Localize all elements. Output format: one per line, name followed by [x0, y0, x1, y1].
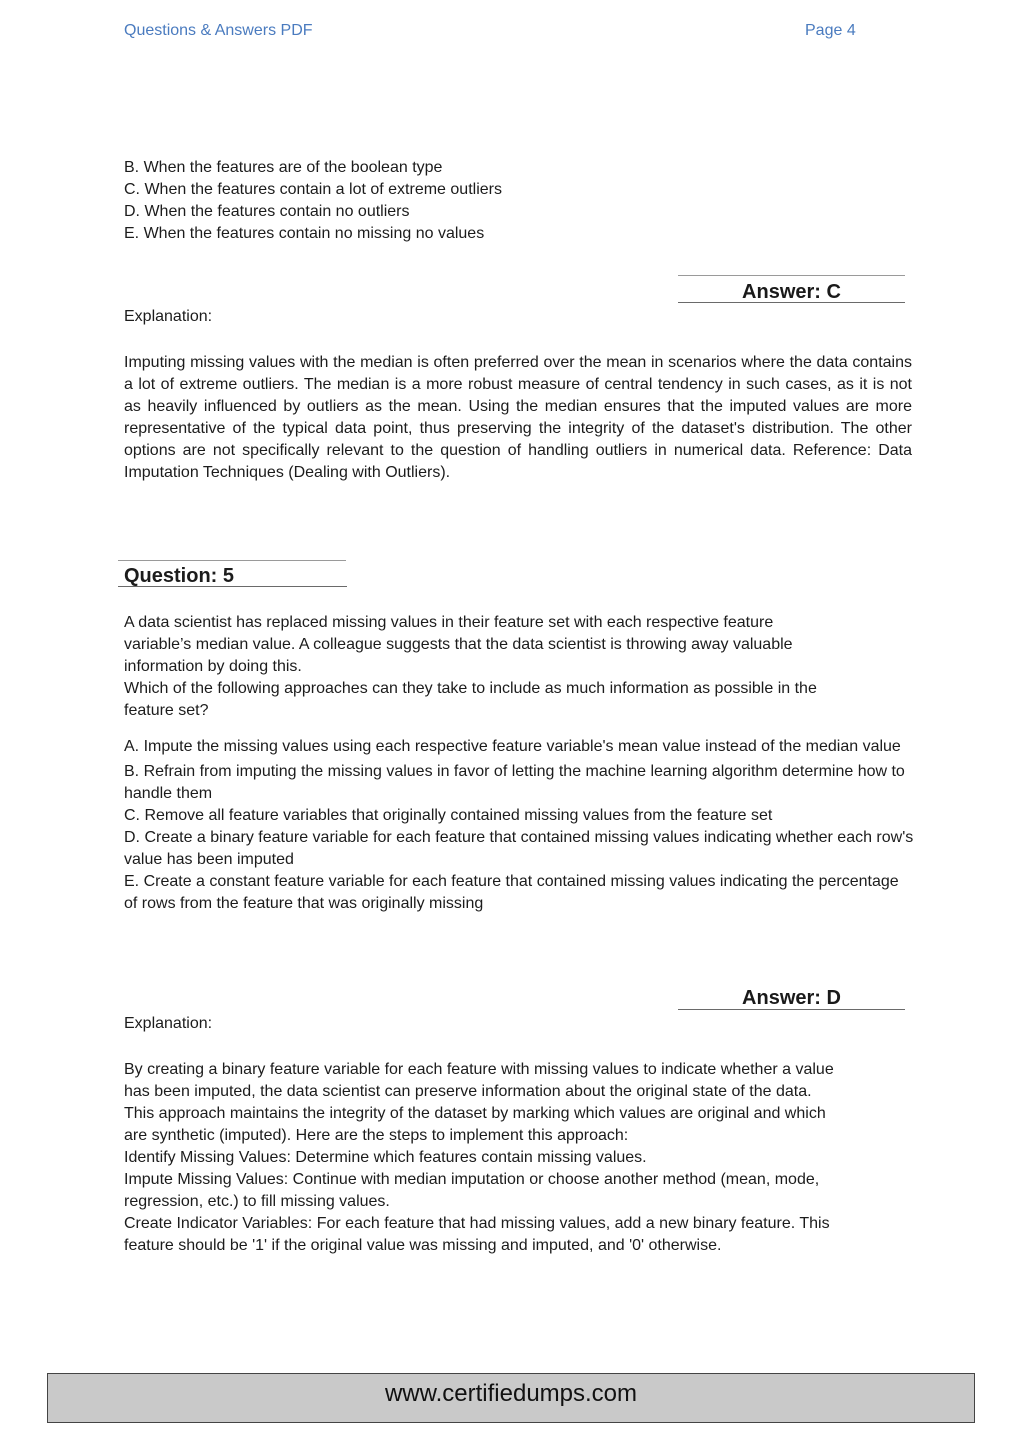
explanation-step: regression, etc.) to fill missing values. [124, 1193, 390, 1210]
footer-url[interactable]: www.certifiedumps.com [384, 1380, 638, 1407]
option-b: B. When the features are of the boolean type [124, 159, 443, 176]
question-options [124, 733, 914, 915]
header-title: Questions & Answers PDF [124, 22, 313, 39]
option-d: D. Create a binary feature variable for each feature that contained missing values indicating whether each row's value has been imputed [124, 829, 914, 868]
explanation-line: By creating a binary feature variable for each feature with missing values to indicate whether a value [124, 1061, 834, 1078]
explanation-line: are synthetic (imputed). Here are the steps to implement this approach: [124, 1127, 629, 1144]
stem-line: variable’s median value. A colleague suggests that the data scientist is throwing away valuable [124, 636, 793, 653]
explanation-step: feature should be '1' if the original value was missing and imputed, and '0' otherwise. [124, 1237, 722, 1254]
explanation-step: Impute Missing Values: Continue with median imputation or choose another method (mean, mode, [124, 1171, 820, 1188]
stem-line: A data scientist has replaced missing values in their feature set with each respective feature [124, 614, 774, 631]
answer-c: Answer: C [742, 281, 841, 303]
option-c: C. Remove all feature variables that originally contained missing values from the feature set [124, 807, 773, 824]
explanation-label: Explanation: [124, 1015, 213, 1032]
answer-d: Answer: D [742, 987, 841, 1009]
option-e: E. When the features contain no missing no values [124, 225, 485, 242]
stem-line: feature set? [124, 702, 209, 719]
option-b: B. Refrain from imputing the missing values in favor of letting the machine learning algorithm determine how to handle them [124, 763, 905, 802]
explanation-step: Identify Missing Values: Determine which features contain missing values. [124, 1149, 647, 1166]
explanation-line: This approach maintains the integrity of the dataset by marking which values are original and which [124, 1105, 826, 1122]
option-e: E. Create a constant feature variable for each feature that contained missing values indicating the percentage of rows from the feature that was originally missing [124, 873, 899, 912]
option-d: D. When the features contain no outliers [124, 203, 410, 220]
option-c: C. When the features contain a lot of extreme outliers [124, 181, 502, 198]
question-bottom-rule [118, 586, 347, 587]
page-number: Page 4 [805, 22, 856, 39]
explanation-step: Create Indicator Variables: For each feature that had missing values, add a new binary feature. This [124, 1215, 830, 1232]
stem-line: Which of the following approaches can they take to include as much information as possible in the [124, 680, 817, 697]
explanation-line: has been imputed, the data scientist can preserve information about the original state of the data. [124, 1083, 812, 1100]
answer-bottom-rule [678, 1009, 905, 1010]
previous-question-options [124, 157, 924, 245]
stem-line: information by doing this. [124, 658, 302, 675]
footer-banner [47, 1373, 975, 1423]
option-a: A. Impute the missing values using each respective feature variable's mean value instead of the median value [124, 738, 901, 755]
answer-bottom-rule [678, 302, 905, 303]
question-title: Question: 5 [124, 565, 235, 587]
explanation-paragraph: Imputing missing values with the median is often preferred over the mean in scenarios where the data contains a lot of extreme outliers. The median is a more robust measure of central tendency in such cases, as it is not as heavily influenced by outliers as the mean. Using the median ensures that the imputed values are more representative of the typical data point, thus preserving the integrity of the dataset's distribution. The other options are not specifically relevant to the question of handling outliers in numerical data. Reference: Data Imputation Techniques (Dealing with Outliers). [124, 354, 912, 481]
explanation-body [124, 1059, 914, 1257]
question-stem [124, 612, 914, 722]
explanation-label: Explanation: [124, 308, 213, 325]
question-top-rule [118, 560, 346, 561]
answer-top-rule [678, 275, 905, 276]
